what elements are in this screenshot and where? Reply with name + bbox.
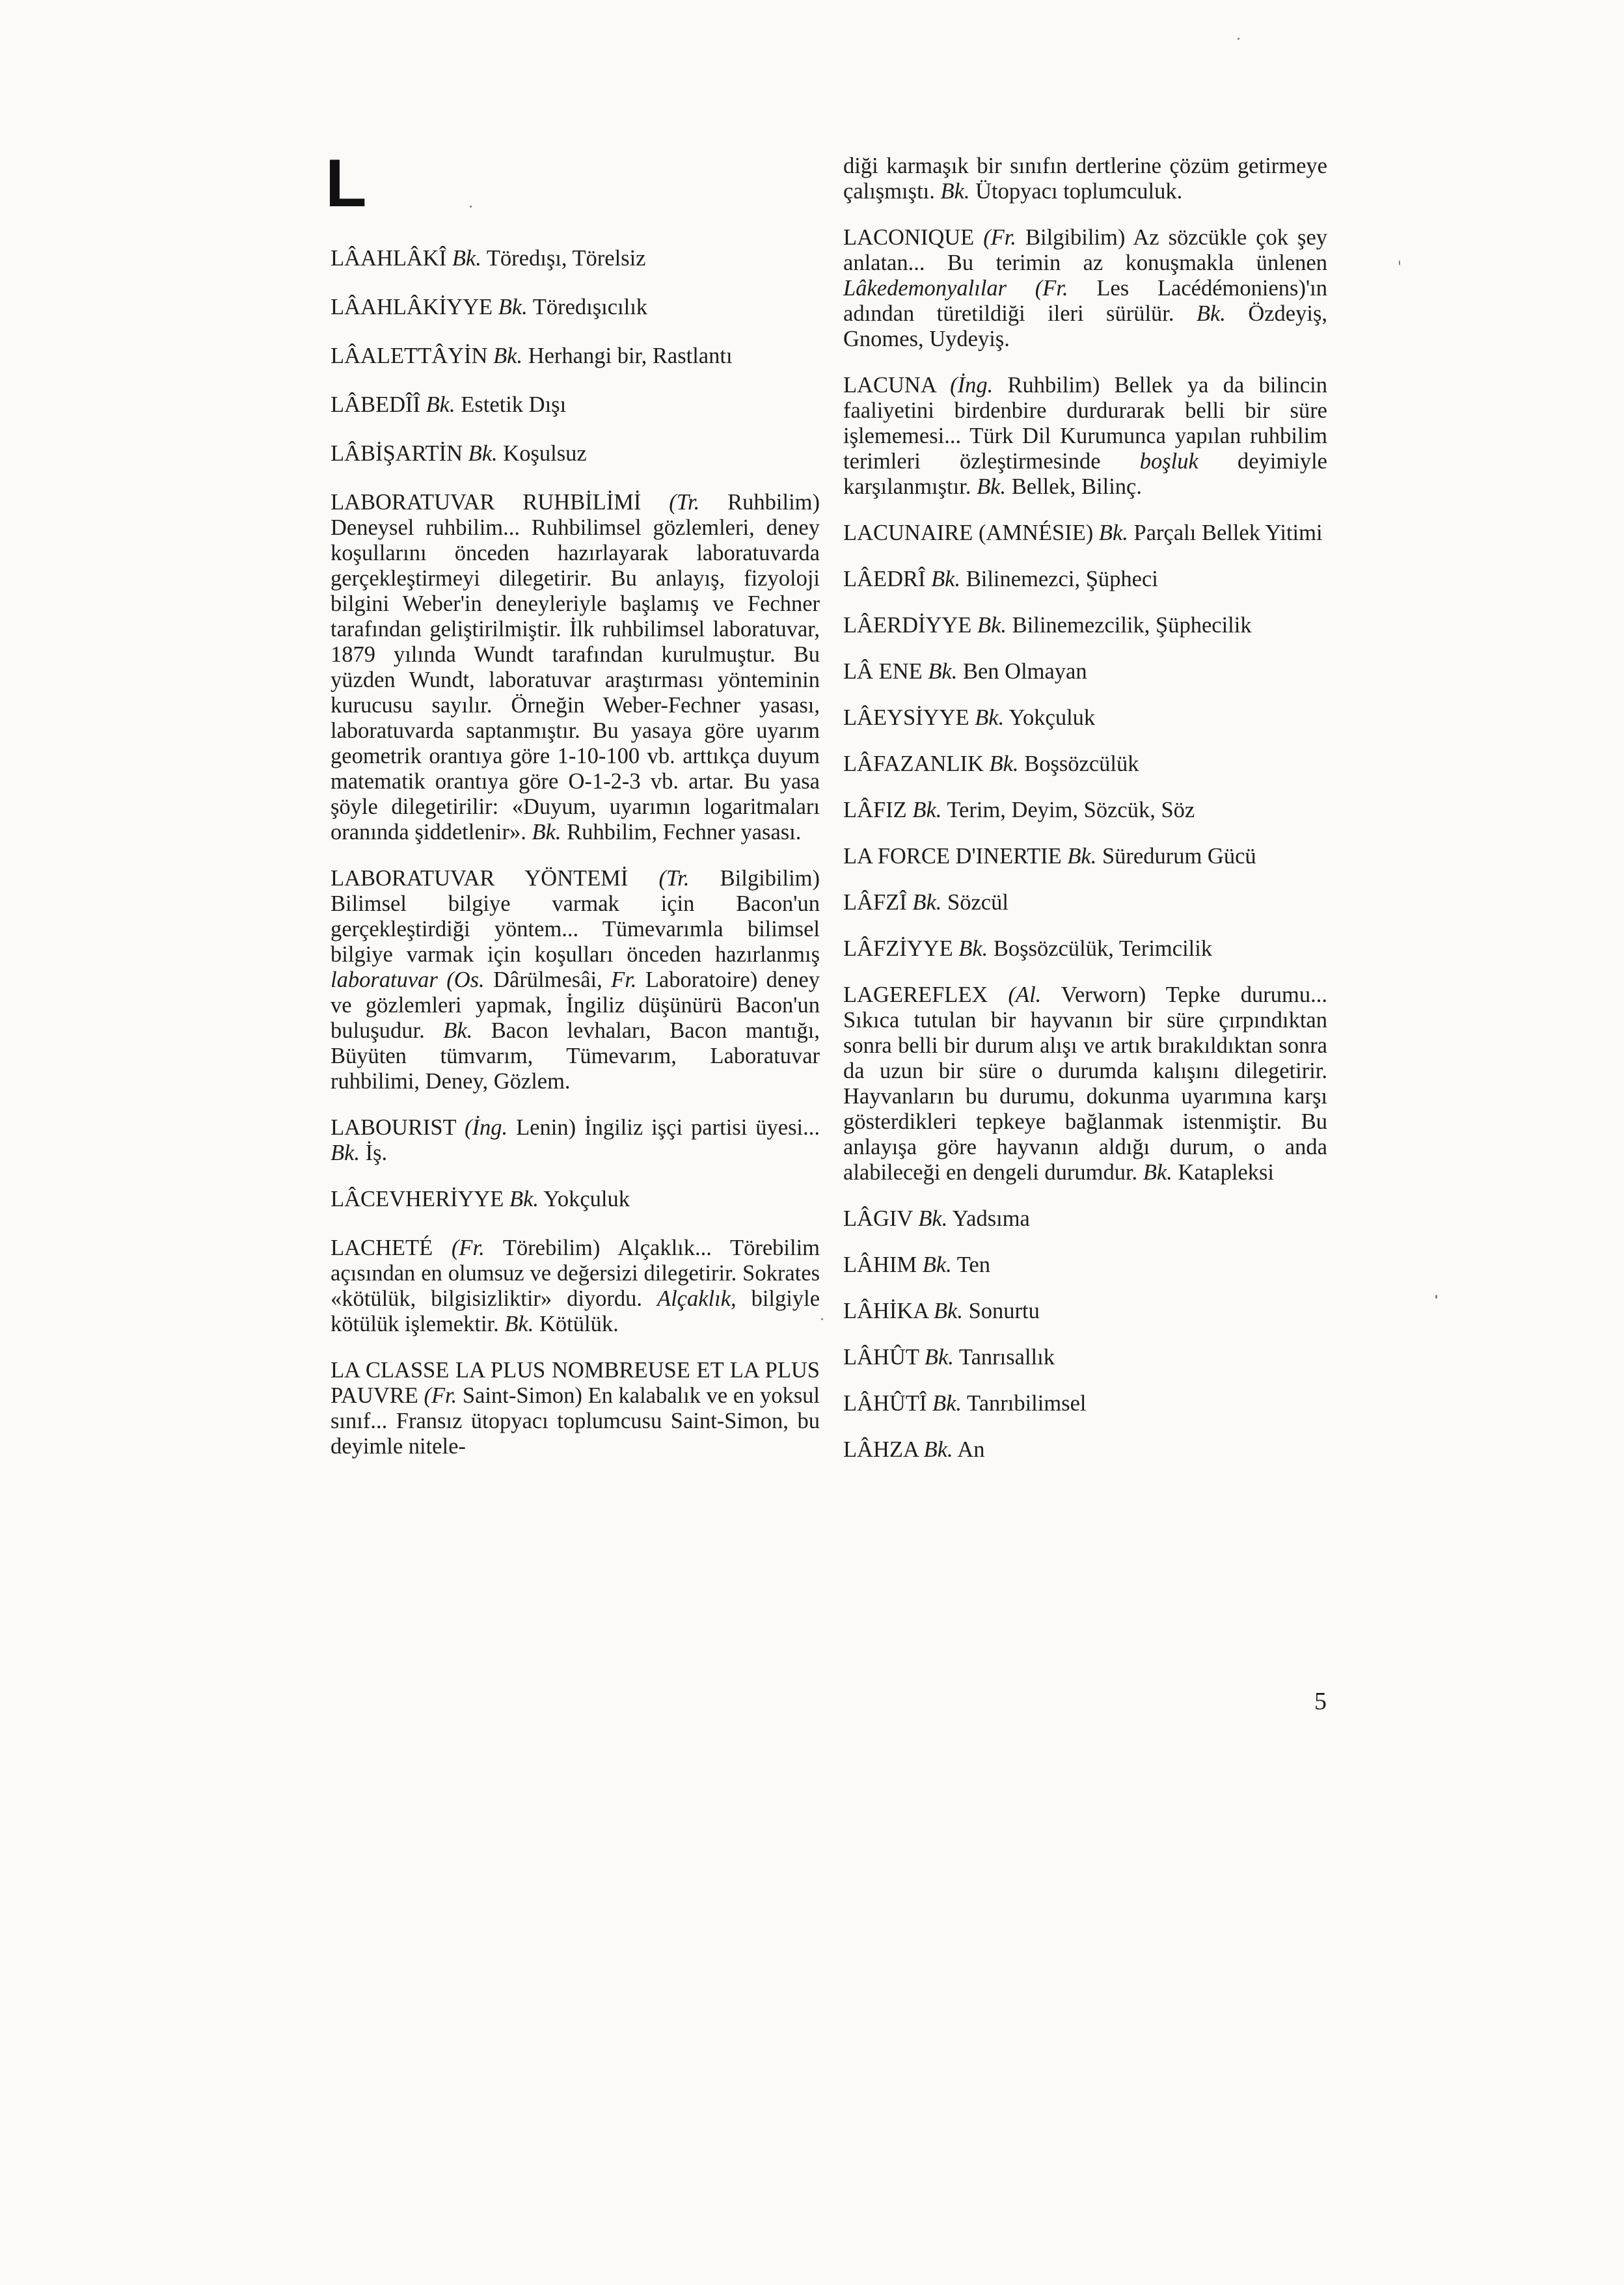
entry-italic-text: Bk.: [931, 567, 961, 591]
dictionary-entry: [843, 705, 1327, 731]
entry-italic-text: Bk.: [509, 1187, 539, 1211]
entry-text: Töredışı, Törelsiz: [481, 246, 646, 271]
entry-italic-text: Bk.: [504, 1312, 534, 1336]
entry-text: deyimiyle karşılanmıştır.: [843, 449, 1327, 499]
dictionary-entry: [843, 751, 1327, 777]
entry-text: LÂFAZANLIK: [843, 751, 990, 776]
entry-text: LÂBEDÎÎ: [331, 392, 426, 417]
dictionary-entry: [331, 490, 820, 845]
entry-text: LACUNAIRE (AMNÉSIE): [843, 521, 1099, 545]
entry-text: Bellek, Bilinç.: [1006, 474, 1142, 499]
entry-text: LÂGIV: [843, 1206, 919, 1231]
entry-text: Koşulsuz: [497, 441, 587, 466]
dictionary-entry: [843, 1206, 1327, 1232]
entry-text: Lenin) İngiliz işçi partisi üyesi...: [508, 1115, 820, 1140]
entry-italic-text: Bk.: [932, 1391, 962, 1416]
dictionary-entry: [843, 1299, 1327, 1324]
scan-speck: [821, 1318, 823, 1320]
entry-italic-text: (Tr.: [658, 866, 690, 891]
entry-text: Katapleksi: [1172, 1160, 1274, 1185]
entry-text: LÂHZA: [843, 1437, 924, 1462]
dictionary-entry: [843, 659, 1327, 684]
entry-italic-text: Bk.: [923, 1437, 953, 1462]
dictionary-entry: [843, 613, 1327, 638]
entry-italic-text: (İng.: [464, 1115, 508, 1140]
entry-text: Estetik Dışı: [455, 392, 567, 417]
entry-text: LACONIQUE: [843, 225, 984, 250]
entry-text: An: [953, 1437, 985, 1462]
entry-text: LABORATUVAR YÖNTEMİ: [331, 866, 659, 891]
entry-italic-text: Bk.: [975, 705, 1005, 730]
dictionary-entry: [331, 1358, 820, 1459]
entry-italic-text: Bk.: [426, 392, 455, 417]
entry-italic-text: Bk.: [1143, 1160, 1172, 1185]
entry-text: LABOURIST: [331, 1115, 465, 1140]
dictionary-entry: [843, 225, 1327, 352]
entry-italic-text: Bk.: [924, 1345, 954, 1370]
entry-text: LÂFIZ: [843, 798, 913, 822]
entry-text: LÂBİŞARTİN: [331, 441, 468, 466]
entry-italic-text: Lâkedemonyalılar (Fr.: [843, 276, 1068, 301]
entry-text: LÂCEVHERİYYE: [331, 1187, 510, 1211]
entry-text: LABORATUVAR RUHBİLİMİ: [331, 490, 670, 515]
dictionary-entry: [843, 1252, 1327, 1278]
entry-text: Boşsözcülük, Terimcilik: [988, 936, 1213, 961]
section-letter: L: [325, 146, 367, 221]
entry-italic-text: Bk.: [918, 1206, 948, 1231]
dictionary-entry: [331, 441, 820, 466]
entry-italic-text: Bk.: [912, 890, 942, 915]
entry-text: LÂALETTÂYİN: [331, 344, 494, 368]
entry-italic-text: (Fr.: [983, 225, 1016, 250]
dictionary-entry: [331, 392, 820, 418]
entry-italic-text: Bk.: [1067, 844, 1097, 869]
entry-text: Sözcül: [941, 890, 1008, 915]
entry-text: Ben Olmayan: [957, 659, 1087, 684]
entry-italic-text: Bk.: [989, 751, 1019, 776]
entry-italic-text: Bk.: [452, 246, 481, 271]
dictionary-entry: [331, 344, 820, 369]
entry-text: Les Lacédémoniens)'ın adından türetildiği ileri sürülür.: [843, 276, 1327, 326]
dictionary-entry: [843, 1391, 1327, 1416]
entry-text: LÂHÛT: [843, 1345, 925, 1370]
dictionary-entry: [331, 295, 820, 320]
dictionary-entry: [843, 567, 1327, 592]
entry-text: Süredurum Gücü: [1096, 844, 1256, 869]
entry-italic-text: laboratuvar (Os.: [331, 967, 485, 992]
entry-text: Kötülük.: [534, 1312, 619, 1336]
entry-text: Bilgibilim) Bilimsel bilgiye varmak için Bacon'un gerçekleştirdiği yöntem... Tümevarımla bilimsel bilgiye varmak için koşulları önceden hazırlanmış: [331, 866, 820, 967]
dictionary-entry: [843, 890, 1327, 915]
right-column: [843, 154, 1327, 1483]
dictionary-entry: [331, 246, 820, 271]
entry-italic-text: Bk.: [493, 344, 523, 368]
entry-text: Özdeyiş, Gnomes, Uydeyiş.: [843, 301, 1327, 351]
entry-text: bilgiyle kötülük işlemektir.: [331, 1286, 820, 1336]
entry-italic-text: (Fr.: [424, 1383, 457, 1408]
entry-text: Yokçuluk: [1004, 705, 1096, 730]
dictionary-entry: [843, 982, 1327, 1185]
entry-text: Töredışıcılık: [527, 295, 648, 319]
entry-text: Tanrısallık: [953, 1345, 1055, 1370]
dictionary-entry: [843, 1345, 1327, 1370]
entry-italic-text: Bk.: [928, 659, 958, 684]
scan-speck: [1238, 38, 1239, 40]
entry-italic-text: boşluk: [1139, 449, 1198, 474]
entry-text: LÂAHLÂKİYYE: [331, 295, 498, 319]
entry-text: Terim, Deyim, Sözcük, Söz: [941, 798, 1195, 822]
entry-text: Bilgibilim) Az sözcükle çok şey anlatan... Bu terimin az konuşmakla ünlenen: [843, 225, 1328, 275]
entry-italic-text: Bk.: [977, 613, 1007, 638]
entry-text: İş.: [360, 1141, 388, 1165]
entry-italic-text: Bk.: [498, 295, 528, 319]
entry-text: Yadsıma: [947, 1206, 1030, 1231]
entry-italic-text: (Fr.: [451, 1236, 485, 1260]
entry-italic-text: Bk.: [331, 1141, 360, 1165]
entry-italic-text: Bk.: [468, 441, 498, 466]
entry-italic-text: Bk.: [1196, 301, 1226, 326]
entry-text: Boşsözcülük: [1018, 751, 1139, 776]
entry-text: diği karmaşık bir sınıfın dertlerine çözüm getirmeye çalışmıştı.: [843, 154, 1327, 204]
entry-italic-text: (Tr.: [669, 490, 700, 515]
entry-text: LÂAHLÂKÎ: [331, 246, 452, 271]
dictionary-entry: [843, 798, 1327, 823]
dictionary-entry: [331, 1236, 820, 1337]
entry-italic-text: Bk.: [922, 1252, 952, 1277]
entry-text: LÂEDRÎ: [843, 567, 932, 591]
entry-text: Verworn) Tepke durumu... Sıkıca tutulan bir hayvanın bir süre çırpındıktan sonra belli bir durum alışı ve artık bırakıldıktan sonra da uzun bir süre o durumda kalışını dilegetirir. Hayvanların bu durumu, dokunma uyarımına karşı gösterdikleri tepkeye bağlanmak istenmiştir. Bu anlayışa göre hayvanın aldığı durum, o anda alabileceği en dengeli durumdur.: [843, 982, 1327, 1185]
entry-italic-text: Fr.: [611, 967, 637, 992]
dictionary-entry: [331, 1187, 820, 1212]
entry-text: Ruhbilim) Bellek ya da bilincin faaliyetini birdenbire durdurarak belli bir süre işlememesi... Türk Dil Kurumunca yapılan ruhbilim terimleri özleştirmesinde: [843, 373, 1327, 474]
entry-text: LÂFZÎ: [843, 890, 913, 915]
entry-text: LA CLASSE LA PLUS NOMBREUSE ET LA PLUS PAUVRE: [331, 1358, 820, 1408]
entry-text: Saint-Simon) En kalabalık ve en yoksul sınıf... Fransız ütopyacı toplumcusu Saint-Simon, bu deyimle nitele-: [331, 1383, 820, 1459]
entry-text: LÂ ENE: [843, 659, 928, 684]
entry-text: LÂEYSİYYE: [843, 705, 975, 730]
entry-text: LÂERDİYYE: [843, 613, 978, 638]
entry-text: LÂHİKA: [843, 1299, 934, 1323]
entry-text: Ruhbilim) Deneysel ruhbilim... Ruhbilimsel gözlemleri, deney koşullarını önceden hazırlayarak laboratuvarda gerçekleştirmeyi dilegetirir. Bu anlayış, fizyoloji bilgini Weber'in deneyleriyle başlamış ve Fechner tarafından geliştirilmiştir. İlk ruhbilimsel laboratuvar, 1879 yılında Wundt tarafından kurulmuştur. Bu yüzden Wundt, laboratuvar araştırması yönteminin kurucusu sayılır. Örneğin Weber-Fechner yasası, laboratuvarda saptanmıştır. Bu yasaya göre uyarım geometrik orantıya göre 1-10-100 vb. arttıkça duyum matematik orantıya göre O-1-2-3 vb. artar. Bu yasa şöyle dilegetirilir: «Duyum, uyarımın logaritmaları oranında şiddetlenir».: [331, 490, 820, 845]
dictionary-entry: [843, 521, 1327, 546]
entry-text: Ten: [951, 1252, 990, 1277]
entry-italic-text: Bk.: [940, 179, 970, 204]
entry-text: Tanrıbilimsel: [962, 1391, 1087, 1416]
entry-text: Dârülmesâi,: [484, 967, 612, 992]
entry-text: LÂFZİYYE: [843, 936, 959, 961]
entry-italic-text: (İng.: [950, 373, 994, 398]
entry-text: Parçalı Bellek Yitimi: [1128, 521, 1323, 545]
entry-text: Bilinemezcilik, Şüphecilik: [1007, 613, 1252, 638]
entry-italic-text: Bk.: [977, 474, 1007, 499]
entry-text: LAGEREFLEX: [843, 982, 1008, 1007]
dictionary-entry: [331, 1115, 820, 1166]
entry-italic-text: Bk.: [443, 1018, 473, 1043]
entry-italic-text: Alçaklık,: [657, 1286, 737, 1311]
dictionary-entry: [843, 154, 1327, 204]
entry-italic-text: Bk.: [933, 1299, 963, 1323]
entry-text: Laboratoire) deney ve gözlemleri yapmak, İngiliz düşünürü Bacon'un buluşudur.: [331, 967, 820, 1043]
scan-speck: [1399, 260, 1400, 265]
entry-text: Törebilim) Alçaklık... Törebilim açısından en olumsuz ve değersizi dilegetirir. Sokrates «kötülük, bilgisizliktir» diyordu.: [331, 1236, 820, 1311]
entry-italic-text: (Al.: [1008, 982, 1042, 1007]
scan-speck: [1435, 1295, 1437, 1299]
scan-speck: [470, 206, 472, 208]
entry-text: Bilinemezci, Şüpheci: [960, 567, 1158, 591]
entry-text: LA FORCE D'INERTIE: [843, 844, 1068, 869]
entry-text: Yokçuluk: [539, 1187, 630, 1211]
dictionary-entry: [843, 373, 1327, 500]
entry-text: LACHETÉ: [331, 1236, 452, 1260]
entry-italic-text: Bk.: [912, 798, 942, 822]
entry-italic-text: Bk.: [532, 820, 562, 845]
entry-italic-text: Bk.: [1098, 521, 1128, 545]
entry-italic-text: Bk.: [958, 936, 988, 961]
entry-text: Bacon levhaları, Bacon mantığı, Büyüten tümvarım, Tümevarım, Laboratuvar ruhbilimi, Deney, Gözlem.: [331, 1018, 820, 1094]
dictionary-entry: [843, 936, 1327, 962]
entry-text: LACUNA: [843, 373, 951, 398]
entry-text: Sonurtu: [962, 1299, 1040, 1323]
page-number: 5: [1314, 1688, 1327, 1715]
left-column: [331, 246, 820, 1480]
dictionary-entry: [331, 866, 820, 1094]
entry-text: Ütopyacı toplumculuk.: [969, 179, 1183, 204]
entry-text: LÂHÛTÎ: [843, 1391, 933, 1416]
entry-text: Ruhbilim, Fechner yasası.: [561, 820, 802, 845]
entry-text: LÂHIM: [843, 1252, 923, 1277]
dictionary-entry: [843, 844, 1327, 869]
entry-text: Herhangi bir, Rastlantı: [522, 344, 733, 368]
dictionary-entry: [843, 1437, 1327, 1463]
